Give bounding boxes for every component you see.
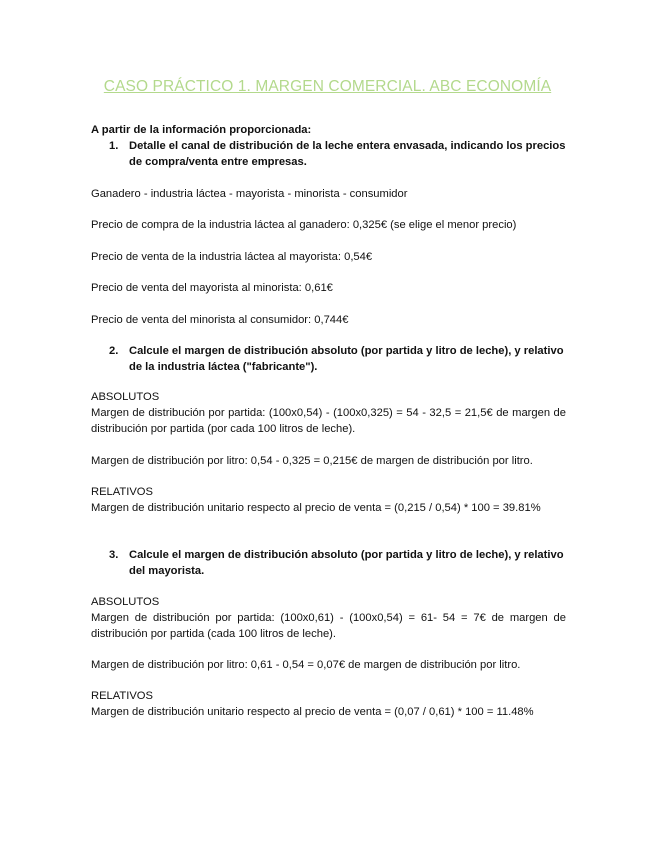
q3-relative-margin: Margen de distribución unitario respecto al precio de venta = (0,07 / 0,61) * 100 = 11.48% xyxy=(91,706,534,718)
price-line-2: Precio de venta de la industria láctea al mayorista: 0,54€ xyxy=(91,251,373,263)
question-2-number: 2. xyxy=(109,345,119,357)
q3-relativos-label: RELATIVOS xyxy=(91,690,153,702)
question-3-text: Calcule el margen de distribución absoluto (por partida y litro de leche), y relativo del mayorista. xyxy=(129,549,564,577)
question-1-text: Detalle el canal de distribución de la leche entera envasada, indicando los precios de compra/venta entre empresas. xyxy=(129,140,566,168)
question-3 xyxy=(109,547,569,579)
price-line-3: Precio de venta del mayorista al minorista: 0,61€ xyxy=(91,282,333,294)
distribution-channel: Ganadero - industria láctea - mayorista - minorista - consumidor xyxy=(91,188,408,200)
intro-text: A partir de la información proporcionada: xyxy=(91,124,312,136)
question-2 xyxy=(109,343,569,375)
q3-margin-per-batch: Margen de distribución por partida: (100x0,61) - (100x0,54) = 61- 54 = 7€ de margen de distribución por partida (cada 100 litros de leche). xyxy=(91,612,566,640)
question-3-number: 3. xyxy=(109,549,119,561)
document-title: CASO PRÁCTICO 1. MARGEN COMERCIAL. ABC ECONOMÍA xyxy=(103,78,552,95)
q2-relativos-label: RELATIVOS xyxy=(91,486,153,498)
q2-absolutos-label: ABSOLUTOS xyxy=(91,391,160,403)
q2-margin-per-liter: Margen de distribución por litro: 0,54 - 0,325 = 0,215€ de margen de distribución por litro. xyxy=(91,455,533,467)
price-line-1: Precio de compra de la industria láctea al ganadero: 0,325€ (se elige el menor precio) xyxy=(91,219,517,231)
question-2-text: Calcule el margen de distribución absoluto (por partida y litro de leche), y relativo de la industria láctea ("fabricante"). xyxy=(129,345,564,373)
price-line-4: Precio de venta del minorista al consumidor: 0,744€ xyxy=(91,314,349,326)
q3-margin-per-liter: Margen de distribución por litro: 0,61 - 0,54 = 0,07€ de margen de distribución por litro. xyxy=(91,659,521,671)
q2-relative-margin: Margen de distribución unitario respecto al precio de venta = (0,215 / 0,54) * 100 = 39.81% xyxy=(91,502,541,514)
question-1 xyxy=(109,138,569,170)
question-1-number: 1. xyxy=(109,140,119,152)
q2-margin-per-batch: Margen de distribución por partida: (100x0,54) - (100x0,325) = 54 - 32,5 = 21,5€ de margen de distribución por partida (por cada 100 litros de leche). xyxy=(91,407,566,435)
q3-absolutos-label: ABSOLUTOS xyxy=(91,596,160,608)
